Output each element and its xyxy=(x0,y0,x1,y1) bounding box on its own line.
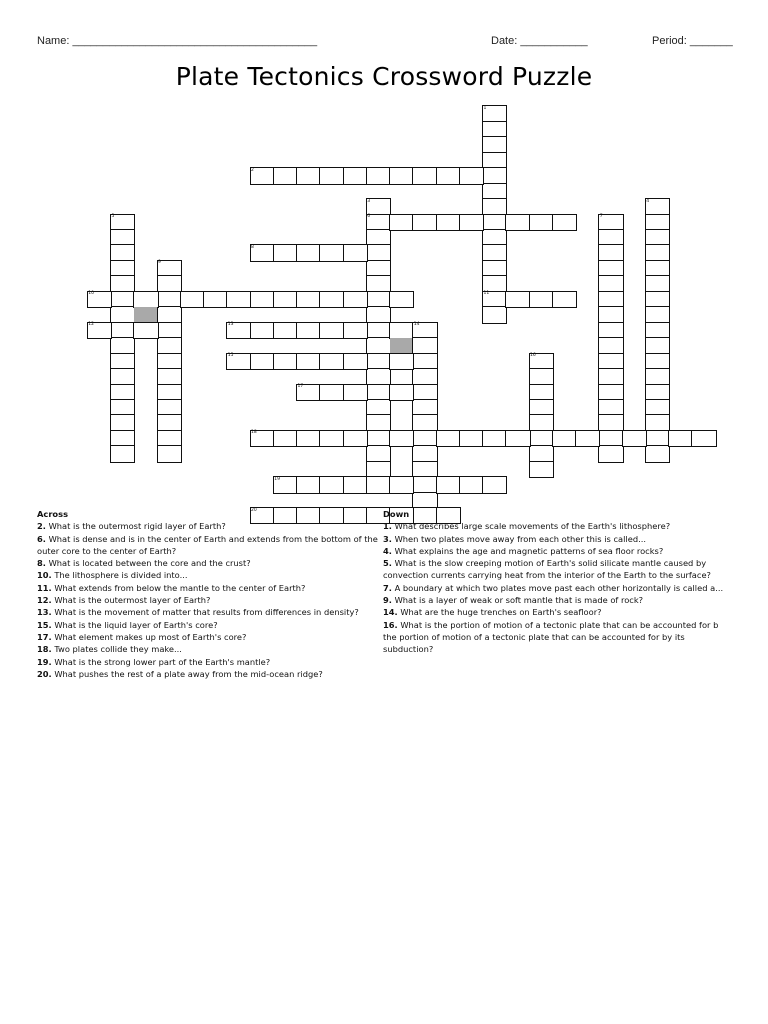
clue-number: 11. xyxy=(37,582,52,593)
clue-number: 15. xyxy=(37,619,52,630)
clue-number: 20. xyxy=(37,668,52,679)
grid-clue-number: 19 xyxy=(274,476,281,482)
down-list xyxy=(383,520,731,655)
grid-cell[interactable] xyxy=(133,322,158,339)
grid-clue-number: 18 xyxy=(251,430,257,436)
grid-cell[interactable] xyxy=(598,445,623,462)
down-clue xyxy=(383,533,731,545)
grid-cell[interactable] xyxy=(319,244,344,261)
grid-cell[interactable] xyxy=(343,384,368,401)
page-title: Plate Tectonics Crossword Puzzle xyxy=(175,62,593,91)
clue-text: What is the portion of motion of a tectonic plate that can be accounted for b the portion of motion of a tectonic plate that can be accounted for by its subduction? xyxy=(383,619,719,655)
grid-clue-number: 9 xyxy=(158,260,161,266)
grid-cell[interactable] xyxy=(552,430,577,447)
grid-cell[interactable] xyxy=(459,476,484,493)
grid-clue-number: 20 xyxy=(251,507,257,513)
grid-cell[interactable] xyxy=(133,291,158,308)
grid-cell[interactable] xyxy=(343,322,368,339)
across-clue xyxy=(37,557,382,569)
grid-clue-number: 12 xyxy=(88,322,95,328)
grid-cell[interactable] xyxy=(459,214,484,231)
grid-cell[interactable] xyxy=(436,476,461,493)
grid-cell[interactable] xyxy=(296,322,321,339)
grid-cell[interactable] xyxy=(296,353,321,370)
clue-text: The lithosphere is divided into... xyxy=(54,570,188,581)
grid-cell[interactable] xyxy=(389,430,414,447)
grid-cell[interactable] xyxy=(343,430,368,447)
shaded-block xyxy=(134,307,156,322)
shaded-block xyxy=(390,338,412,353)
grid-cell[interactable] xyxy=(482,476,507,493)
clue-number: 1. xyxy=(383,521,392,532)
grid-cell[interactable] xyxy=(482,306,507,323)
grid-cell[interactable] xyxy=(180,291,205,308)
clue-number: 10. xyxy=(37,570,52,581)
clue-text: Two plates collide they make... xyxy=(54,644,182,655)
clue-text: A boundary at which two plates move past each other horizontally is called a... xyxy=(394,582,724,593)
across-clue xyxy=(37,643,382,655)
down-clue xyxy=(383,606,731,618)
down-clue xyxy=(383,545,731,557)
across-clue xyxy=(37,668,382,680)
grid-cell[interactable] xyxy=(343,244,368,261)
clue-text: What is the outermost layer of Earth? xyxy=(54,595,211,606)
grid-cell[interactable] xyxy=(319,291,344,308)
clue-number: 9. xyxy=(383,595,392,606)
clue-number: 16. xyxy=(383,619,398,630)
grid-cell[interactable] xyxy=(366,476,391,493)
across-clues xyxy=(37,508,382,680)
grid-cell[interactable] xyxy=(343,476,368,493)
grid-cell[interactable] xyxy=(529,214,554,231)
across-clue xyxy=(37,594,382,606)
across-clue xyxy=(37,569,382,581)
grid-cell[interactable] xyxy=(552,214,577,231)
across-heading: Across xyxy=(37,509,69,519)
grid-cell[interactable] xyxy=(459,167,484,184)
grid-cell[interactable] xyxy=(552,291,577,308)
clue-text: What describes large scale movements of the Earth's lithosphere? xyxy=(394,521,671,532)
grid-cell[interactable] xyxy=(319,430,344,447)
grid-cell[interactable] xyxy=(366,167,391,184)
down-clue xyxy=(383,557,731,582)
across-clue xyxy=(37,631,382,643)
grid-clue-number: 10 xyxy=(88,291,95,297)
grid-cell[interactable] xyxy=(389,167,414,184)
grid-cell[interactable] xyxy=(668,430,693,447)
grid-clue-number: 13 xyxy=(227,322,234,328)
across-clue xyxy=(37,606,382,618)
clue-text: What are the huge trenches on Earth's seafloor? xyxy=(400,607,602,618)
down-clue xyxy=(383,582,731,594)
clue-text: What is the strong lower part of the Earth's mantle? xyxy=(54,656,271,667)
clue-number: 12. xyxy=(37,595,52,606)
grid-cell[interactable] xyxy=(436,214,461,231)
clue-text: What is dense and is in the center of Earth and extends from the bottom of the outer core to the center of Earth? xyxy=(37,533,378,556)
clue-number: 4. xyxy=(383,545,392,556)
clue-text: What pushes the rest of a plate away from the mid-ocean ridge? xyxy=(54,668,323,679)
period-field[interactable]: Period: _______ xyxy=(652,35,733,47)
grid-cell[interactable] xyxy=(250,353,275,370)
grid-cell[interactable] xyxy=(319,167,344,184)
grid-cell[interactable] xyxy=(505,214,530,231)
grid-cell[interactable] xyxy=(296,167,321,184)
name-field[interactable]: Name: ________________________________________ xyxy=(37,35,318,47)
grid-cell[interactable] xyxy=(273,322,298,339)
grid-clue-number: 8 xyxy=(251,244,254,250)
across-clue xyxy=(37,582,382,594)
grid-clue-number: 3 xyxy=(367,198,371,204)
grid-cell[interactable] xyxy=(319,353,344,370)
grid-cell[interactable] xyxy=(389,353,414,370)
clue-text: What is the liquid layer of Earth's core? xyxy=(54,619,218,630)
grid-cell[interactable] xyxy=(505,291,530,308)
clue-text: What is the movement of matter that results from differences in density? xyxy=(54,607,359,618)
grid-cell[interactable] xyxy=(250,291,275,308)
grid-cell[interactable] xyxy=(296,476,321,493)
grid-cell[interactable] xyxy=(389,384,414,401)
grid-clue-number: 14 xyxy=(413,322,420,328)
grid-cell[interactable] xyxy=(412,214,437,231)
grid-cell[interactable] xyxy=(412,167,437,184)
grid-cell[interactable] xyxy=(226,291,251,308)
clue-number: 18. xyxy=(37,644,52,655)
grid-clue-number: 16 xyxy=(530,353,536,359)
grid-clue-number: 15 xyxy=(227,353,234,359)
grid-cell[interactable] xyxy=(273,167,298,184)
grid-cell[interactable] xyxy=(203,291,228,308)
down-clue xyxy=(383,619,731,656)
date-field[interactable]: Date: ___________ xyxy=(491,35,588,47)
grid-cell[interactable] xyxy=(389,291,414,308)
grid-clue-number: 1 xyxy=(483,105,487,111)
clue-text: What explains the age and magnetic patterns of sea floor rocks? xyxy=(394,545,664,556)
grid-cell[interactable] xyxy=(273,353,298,370)
grid-cell[interactable] xyxy=(343,291,368,308)
grid-cell[interactable] xyxy=(436,167,461,184)
clue-number: 14. xyxy=(383,607,398,618)
grid-cell[interactable] xyxy=(157,445,182,462)
grid-cell[interactable] xyxy=(389,322,414,339)
grid-cell[interactable] xyxy=(529,291,554,308)
clue-text: What is a layer of weak or soft mantle that is made of rock? xyxy=(394,595,644,606)
clue-number: 17. xyxy=(37,631,52,642)
grid-cell[interactable] xyxy=(691,430,716,447)
grid-cell[interactable] xyxy=(319,476,344,493)
clue-text: What is the slow creeping motion of Earth's solid silicate mantle caused by convection currents carrying heat from the interior of the Earth to the surface? xyxy=(383,558,711,581)
grid-cell[interactable] xyxy=(505,430,530,447)
clue-text: What element makes up most of Earth's core? xyxy=(54,631,247,642)
grid-cell[interactable] xyxy=(459,430,484,447)
clue-text: What is the outermost rigid layer of Earth? xyxy=(48,521,226,532)
grid-cell[interactable] xyxy=(529,461,554,478)
clue-number: 3. xyxy=(383,533,392,544)
across-list xyxy=(37,520,382,680)
grid-clue-number: 2 xyxy=(251,167,254,173)
clue-number: 19. xyxy=(37,656,52,667)
grid-cell[interactable] xyxy=(436,430,461,447)
grid-cell[interactable] xyxy=(273,430,298,447)
grid-clue-number: 7 xyxy=(599,214,603,220)
clue-text: What is located between the core and the crust? xyxy=(48,558,251,569)
clue-number: 13. xyxy=(37,607,52,618)
grid-cell[interactable] xyxy=(343,167,368,184)
across-clue xyxy=(37,533,382,558)
clue-number: 5. xyxy=(383,558,392,569)
grid-cell[interactable] xyxy=(110,445,135,462)
grid-cell[interactable] xyxy=(273,244,298,261)
grid-cell[interactable] xyxy=(296,430,321,447)
grid-clue-number: 5 xyxy=(111,214,115,220)
grid-cell[interactable] xyxy=(273,291,298,308)
grid-clue-number: 17 xyxy=(297,384,304,389)
grid-cell[interactable] xyxy=(296,244,321,261)
grid-clue-number: 4 xyxy=(646,198,650,204)
grid-cell[interactable] xyxy=(319,384,344,401)
across-clue xyxy=(37,656,382,668)
across-clue xyxy=(37,520,382,532)
grid-cell[interactable] xyxy=(482,430,507,447)
grid-cell[interactable] xyxy=(622,430,647,447)
clue-text: What extends from below the mantle to the center of Earth? xyxy=(54,582,306,593)
grid-clue-number: 6 xyxy=(367,214,371,220)
clue-number: 7. xyxy=(383,582,392,593)
across-clue xyxy=(37,619,382,631)
clue-number: 2. xyxy=(37,521,46,532)
grid-cell[interactable] xyxy=(575,430,600,447)
grid-cell[interactable] xyxy=(645,445,670,462)
down-clues xyxy=(383,508,731,656)
clue-number: 8. xyxy=(37,558,46,569)
grid-clue-number: 11 xyxy=(483,291,490,297)
clue-number: 6. xyxy=(37,533,46,544)
grid-cell[interactable] xyxy=(343,353,368,370)
clue-text: When two plates move away from each other this is called... xyxy=(394,533,646,544)
grid-cell[interactable] xyxy=(319,322,344,339)
down-heading: Down xyxy=(383,509,410,519)
down-clue xyxy=(383,594,731,606)
grid-cell[interactable] xyxy=(250,322,275,339)
grid-cell[interactable] xyxy=(296,291,321,308)
grid-cell[interactable] xyxy=(389,476,414,493)
down-clue xyxy=(383,520,731,532)
grid-cell[interactable] xyxy=(389,214,414,231)
